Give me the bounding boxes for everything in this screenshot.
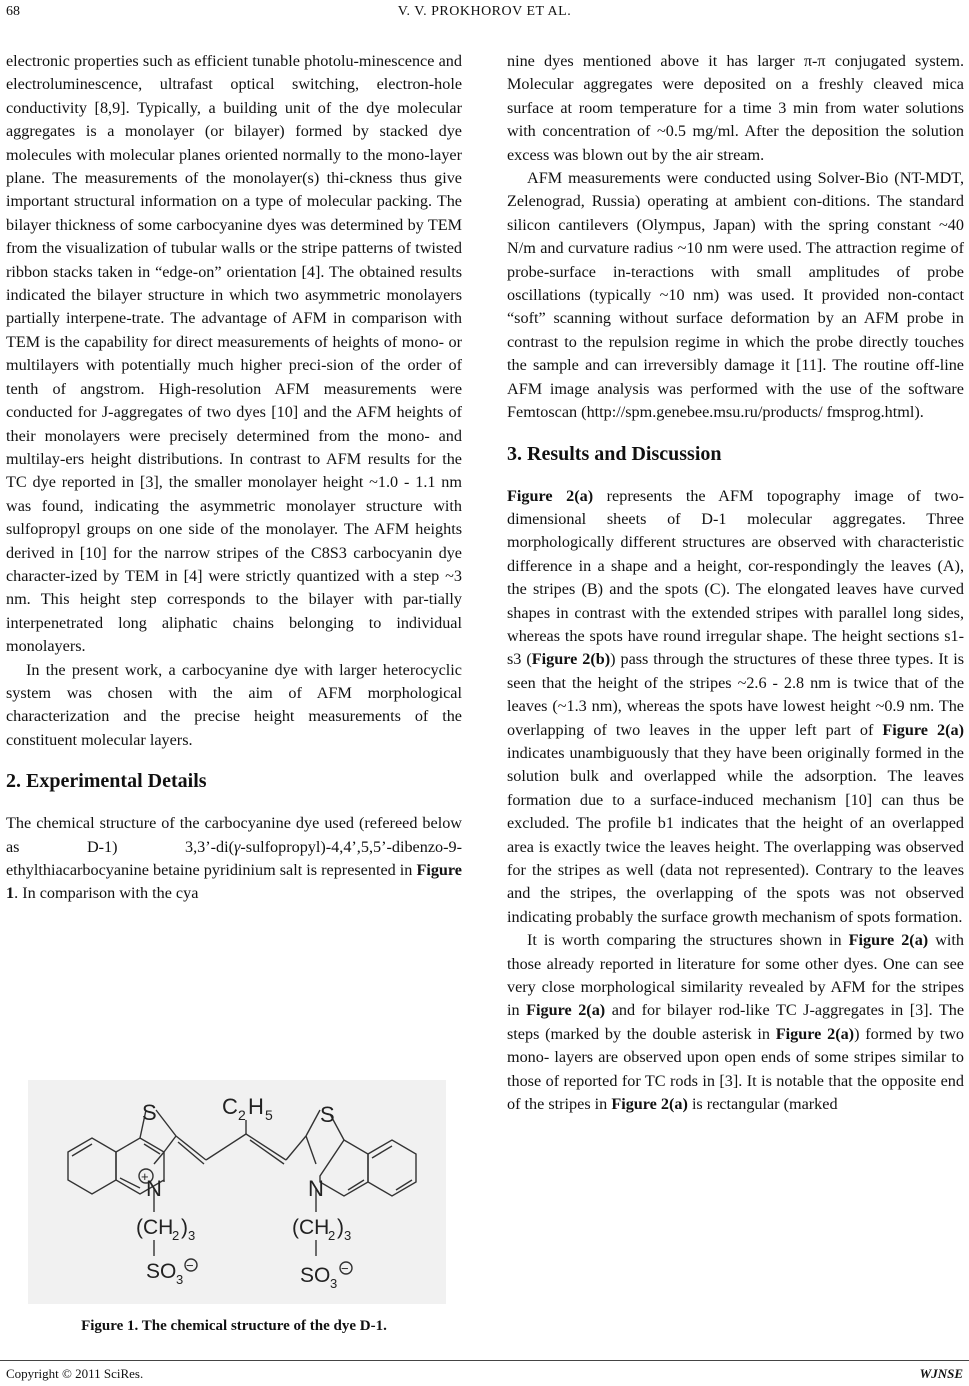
svg-text:3: 3	[176, 1272, 184, 1287]
svg-text:2: 2	[328, 1228, 336, 1243]
figure-2a-reference[interactable]: Figure 2(a)	[882, 720, 964, 739]
svg-text:(CH: (CH	[136, 1216, 174, 1239]
propyl-chain-right-label	[292, 1216, 351, 1243]
footer-copyright: Copyright © 2011 SciRes.	[6, 1366, 144, 1381]
propyl-chain-left-label	[136, 1216, 195, 1243]
paragraph-afm-measurements: AFM measurements were conducted using Solver-Bio (NT-MDT, Zelenograd, Russia) operating at ambient con-ditions. The standard silicon cantilevers (Olympus, Japan) with the spring constant ~40 N/m and curvature radius ~10 nm were used. The attraction regime of probe-surface in-teractions with small amplitudes of probe oscillations (typically ~10 nm) was used. It provided non-contact “soft” scanning without surface deformation by an AFM probe in contrast to the repulsion regime in which the probe directly touches the sample and can irreversibly damage it [11]. The routine off-line AFM image analysis was performed with the use of the software Femtoscan (http://spm.genebee.msu.ru/products/ fmsprog.html).	[507, 169, 964, 422]
paragraph-present-work: In the present work, a carbocyanine dye with larger heterocyclic system was chosen with the aim of AFM morphological characterization and the precise height measurements of the constituent molecular layers.	[6, 660, 462, 749]
sulfonate-left-label	[146, 1260, 183, 1287]
plus-charge-label: +	[141, 1169, 149, 1184]
ethyl-group-label	[222, 1094, 273, 1123]
sulfonate-right-label	[300, 1264, 337, 1291]
footer-divider	[0, 1360, 969, 1361]
figure-1-caption: Figure 1. The chemical structure of the dye D-1.	[81, 1318, 387, 1334]
sulfur-left-label: S	[142, 1100, 157, 1125]
svg-text:C: C	[222, 1094, 238, 1119]
svg-text:(CH: (CH	[292, 1216, 330, 1239]
footer-journal: WJNSE	[919, 1366, 963, 1381]
nitrogen-left-label: N	[146, 1176, 162, 1201]
svg-text:H: H	[248, 1094, 264, 1119]
figure-2a-reference[interactable]: Figure 2(a)	[611, 1095, 688, 1114]
svg-text:3: 3	[330, 1276, 338, 1291]
paragraph-comparison: It is worth comparing the structures shown in Figure 2(a) with those already reported in literature for some other dyes. One can see very close morphological similarity revealed by AFM for the stripes in Figure 2(a) and for bilayer rod-like TC J-aggregates in [3]. The steps (marked by the double asterisk in Figure 2(a)) formed by two mono- layers are observed upon open ends of some stripes similar to those of reported for TC rods in [3]. It is notable that the opposite end of the stripes in Figure 2(a) is rectangular (marked	[507, 931, 965, 1114]
gamma-symbol: γ	[233, 837, 241, 856]
right-column	[507, 50, 964, 1116]
left-column	[6, 50, 462, 906]
nitrogen-right-label: N	[308, 1176, 324, 1201]
figure-1-reference[interactable]: Figure 1	[6, 861, 462, 903]
svg-text:): )	[337, 1216, 344, 1239]
page-number: 68	[6, 4, 20, 19]
paragraph-results-figure-2: Figure 2(a) represents the AFM topography image of two- dimensional sheets of D-1 molecular aggregates. Three morphologically different structures are observed with characteristic difference in a shape and a height, cor-respondingly the leaves (A), the stripes (B) and the spots (C). The elongated leaves have curved shapes in contrast with the extended stripes with parallel long sides, whereas the spots have round irregular shape. The height sections s1-s3 (Figure 2(b)) pass through the structures of these three types. It is seen that the height of the stripes ~2.6 - 2.8 nm is twice that of the leaves (~1.3 nm), whereas the spots have lowest height ~0.9 nm. The overlapping of two leaves in the upper left part of Figure 2(a) indicates unambiguously that they have been originally formed in the solution bulk and overlapped while the adsorption. The leaves formation due to a surface-induced mechanism [10] can thus be excluded. The profile b1 indicates that the height of an overlapped area is exactly twice the leaves height. The overlapping was observed for the stripes as well (data not represented). Contrary to the leaves and the stripes, the overlapping of the spots was not observed indicating probably the surface growth mechanism of spots formation.	[507, 486, 965, 926]
svg-text:2: 2	[172, 1228, 180, 1243]
paragraph-deposition: nine dyes mentioned above it has larger π-π conjugated system. Molecular aggregates were deposited on a freshly cleaved mica surface at room temperature for a time 3 min from water solutions with concentration of ~0.5 mg/ml. After the deposition the solution excess was blown out by the air stream.	[507, 52, 964, 164]
svg-text:SO: SO	[300, 1264, 331, 1287]
section-heading-results: 3. Results and Discussion	[507, 442, 722, 465]
svg-text:5: 5	[265, 1107, 273, 1123]
dye-d1-structure-diagram	[28, 1080, 446, 1304]
minus-charge-left-label: −	[186, 1258, 194, 1273]
svg-text:3: 3	[188, 1228, 196, 1243]
svg-text:SO: SO	[146, 1260, 177, 1283]
figure-2a-reference[interactable]: Figure 2(a)	[507, 486, 594, 505]
figure-2a-reference[interactable]: Figure 2(a)	[848, 931, 929, 950]
svg-text:3: 3	[344, 1228, 352, 1243]
figure-2a-reference[interactable]: Figure 2(a)	[775, 1024, 855, 1043]
figure-2a-reference[interactable]: Figure 2(a)	[526, 1001, 606, 1020]
sulfur-right-label: S	[320, 1102, 335, 1127]
figure-2b-reference[interactable]: Figure 2(b)	[531, 650, 611, 669]
figure-1-chemical-structure	[28, 1080, 446, 1304]
minus-charge-right-label: −	[341, 1261, 349, 1276]
page-header	[0, 0, 969, 30]
paragraph-chemical-structure: The chemical structure of the carbocyanine dye used (refereed below as D-1) 3,3’-di(γ-sulfopropyl)-4,4’,5,5’-dibenzo-9-ethylthiacarbocyanine betaine pyridinium salt is represented in Figure 1. In comparison with the cya	[6, 814, 462, 903]
section-heading-experimental: 2. Experimental Details	[6, 770, 207, 793]
svg-text:): )	[181, 1216, 188, 1239]
paragraph-intro-continued: electronic properties such as efficient tunable photolu-minescence and electroluminescence, ultrafast optical switching, electron-hole conductivity [8,9]. Typically, a building unit of the dye molecular aggregates is a monolayer (or bilayer) formed by stacked dye molecules with molecular planes oriented normally to the mono-layer plane. The measurements of the monolayer(s) thi-ckness thus give important structural information on a type of molecular packing. The bilayer thickness of some carbocyanine dyes was determined by TEM from the visualization of tubular walls or the stripe patterns of twisted ribbon stacks taken in “edge-on” orientation [4]. The obtained results indicated the bilayer structure in which two asymmetric monolayers partially interpene-trate. The advantage of AFM in comparison with TEM is the capability for direct measurements of heights of mono- or multilayers with potentially much higher preci-sion of the order of tenth of angstrom. High-resolution AFM measurements were conducted for J-aggregates of two dyes [10] and the AFM heights of their monolayers were precisely determined from the mono- and multilay-ers height distributions. In contrast to AFM results for the TC dye reported in [3], the smaller monolayer height ~1.0 - 1.1 nm was found, indicating the asymmetric monolayer structure with sulfopropyl groups on one side of the monolayer. The AFM heights derived in [10] for the narrow stripes of the C8S3 carbocyanin dye character-ized by TEM in [4] were strictly quantized with a step ~3 nm. This height step corresponds to the bilayer with par-tially interpenetrated long aliphatic chains belonging to individual monolayers.	[6, 52, 462, 656]
running-title: V. V. PROKHOROV ET AL.	[397, 4, 572, 19]
svg-text:2: 2	[238, 1107, 246, 1123]
